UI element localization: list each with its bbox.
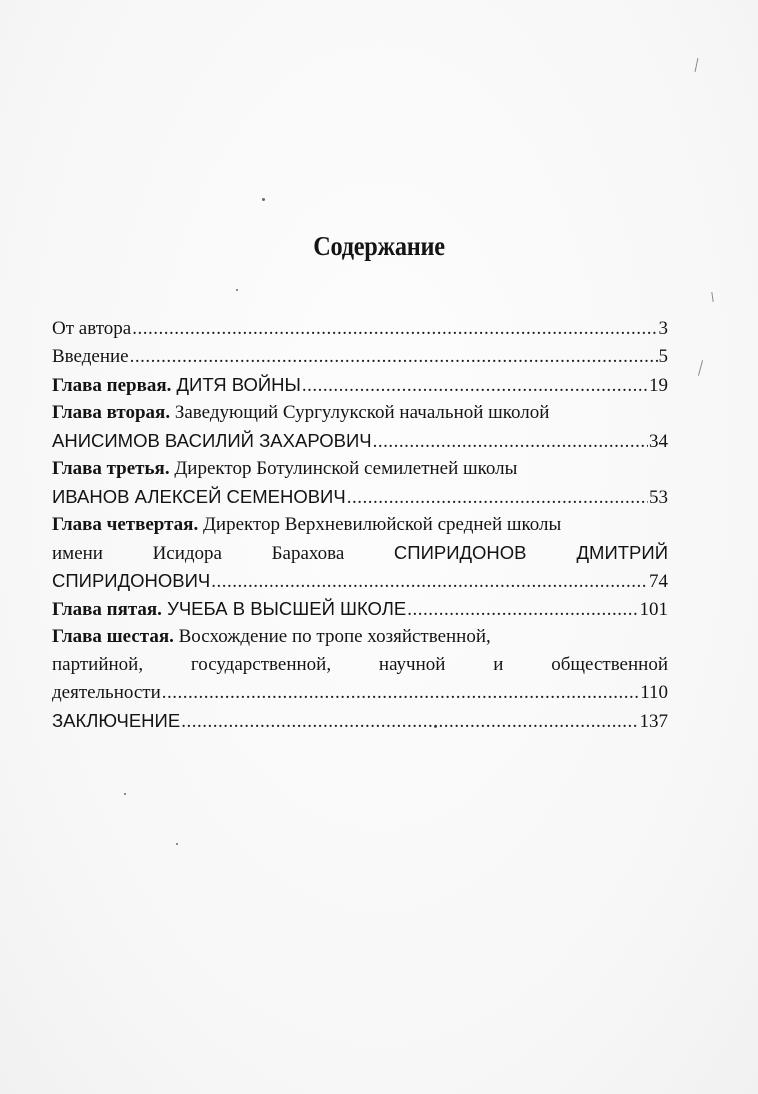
dot-leader	[211, 568, 648, 595]
paper-mark	[698, 360, 703, 376]
toc-text: Восхождение по тропе хозяйственной,	[173, 626, 491, 647]
toc-line	[52, 623, 668, 651]
toc-line-text	[52, 315, 131, 343]
toc-text: Директор Верхневилюйской средней школы	[198, 514, 562, 535]
page-number: 74	[649, 571, 668, 592]
paper-speck	[262, 198, 265, 201]
toc-text: партийной, государственной, научной и общественной	[52, 654, 668, 675]
toc-line-text	[52, 539, 668, 567]
toc-line-text	[52, 427, 372, 455]
page-number: 5	[658, 346, 668, 367]
page-number: 19	[649, 375, 668, 396]
page-number: 101	[639, 599, 668, 620]
toc-text: имени Исидора Барахова	[52, 543, 394, 564]
toc-line	[52, 343, 668, 371]
toc-line-text	[52, 371, 301, 399]
toc-entry	[52, 455, 668, 511]
toc-text: деятельности	[52, 682, 161, 703]
dot-leader	[347, 484, 648, 511]
toc-line	[52, 679, 668, 707]
table-of-contents	[52, 315, 668, 735]
toc-text: СПИРИДОНОВ ДМИТРИЙ	[393, 542, 668, 563]
toc-text: ДИТЯ ВОЙНЫ	[171, 374, 301, 395]
page-number: 34	[649, 431, 668, 452]
toc-line-text	[52, 679, 161, 707]
page-number: 137	[639, 711, 668, 732]
toc-text: От автора	[52, 318, 132, 339]
paper-speck	[236, 289, 238, 291]
toc-line	[52, 511, 668, 539]
toc-entry	[52, 343, 668, 371]
toc-text: Введение	[52, 346, 129, 367]
dot-leader	[181, 708, 638, 735]
toc-text: Директор Ботулинской семилетней школы	[169, 458, 518, 479]
dot-leader	[302, 372, 648, 399]
toc-entry	[52, 399, 668, 455]
paper-speck	[124, 793, 126, 795]
toc-entry	[52, 371, 668, 399]
toc-line	[52, 399, 668, 427]
toc-line-text	[52, 707, 180, 735]
toc-line	[52, 483, 668, 511]
toc-text: ИВАНОВ АЛЕКСЕЙ СЕМЕНОВИЧ	[52, 486, 346, 507]
page-number: 53	[649, 487, 668, 508]
toc-line	[52, 595, 668, 623]
paper-speck	[176, 843, 178, 845]
toc-line-text	[52, 399, 549, 427]
chapter-label: Глава третья.	[52, 458, 170, 479]
dot-leader	[373, 428, 648, 455]
dot-leader	[130, 343, 658, 371]
toc-entry	[52, 707, 668, 735]
toc-text: УЧЕБА В ВЫСШЕЙ ШКОЛЕ	[161, 598, 407, 619]
page-number: 3	[658, 318, 668, 339]
toc-line	[52, 371, 668, 399]
paper-mark	[695, 58, 699, 72]
toc-entry	[52, 315, 668, 343]
dot-leader	[132, 315, 657, 343]
dot-leader	[162, 679, 639, 707]
toc-line	[52, 567, 668, 595]
toc-line-text	[52, 567, 210, 595]
toc-line	[52, 651, 668, 679]
chapter-label: Глава шестая.	[52, 626, 174, 647]
paper-mark	[711, 292, 713, 302]
toc-line-text	[52, 483, 346, 511]
toc-text: ЗАКЛЮЧЕНИЕ	[52, 710, 181, 731]
chapter-label: Глава первая.	[52, 375, 172, 396]
toc-text: АНИСИМОВ ВАСИЛИЙ ЗАХАРОВИЧ	[52, 430, 372, 451]
toc-text: СПИРИДОНОВИЧ	[52, 570, 211, 591]
chapter-label: Глава пятая.	[52, 599, 162, 620]
toc-line-text	[52, 511, 561, 539]
toc-line	[52, 427, 668, 455]
dot-leader	[407, 596, 638, 623]
toc-line	[52, 315, 668, 343]
toc-entry	[52, 595, 668, 623]
toc-line-text	[52, 595, 406, 623]
toc-entry	[52, 511, 668, 595]
toc-line	[52, 539, 668, 567]
toc-line	[52, 707, 668, 735]
toc-line-text	[52, 623, 491, 651]
toc-line-text	[52, 651, 668, 679]
chapter-label: Глава четвертая.	[52, 514, 199, 535]
toc-text: Заведующий Сургулукской начальной школой	[170, 402, 550, 423]
page-title: Содержание	[313, 231, 445, 261]
toc-line-text	[52, 343, 129, 371]
page-number: 110	[640, 682, 668, 703]
toc-entry	[52, 623, 668, 707]
toc-line	[52, 455, 668, 483]
toc-line-text	[52, 455, 517, 483]
chapter-label: Глава вторая.	[52, 402, 171, 423]
